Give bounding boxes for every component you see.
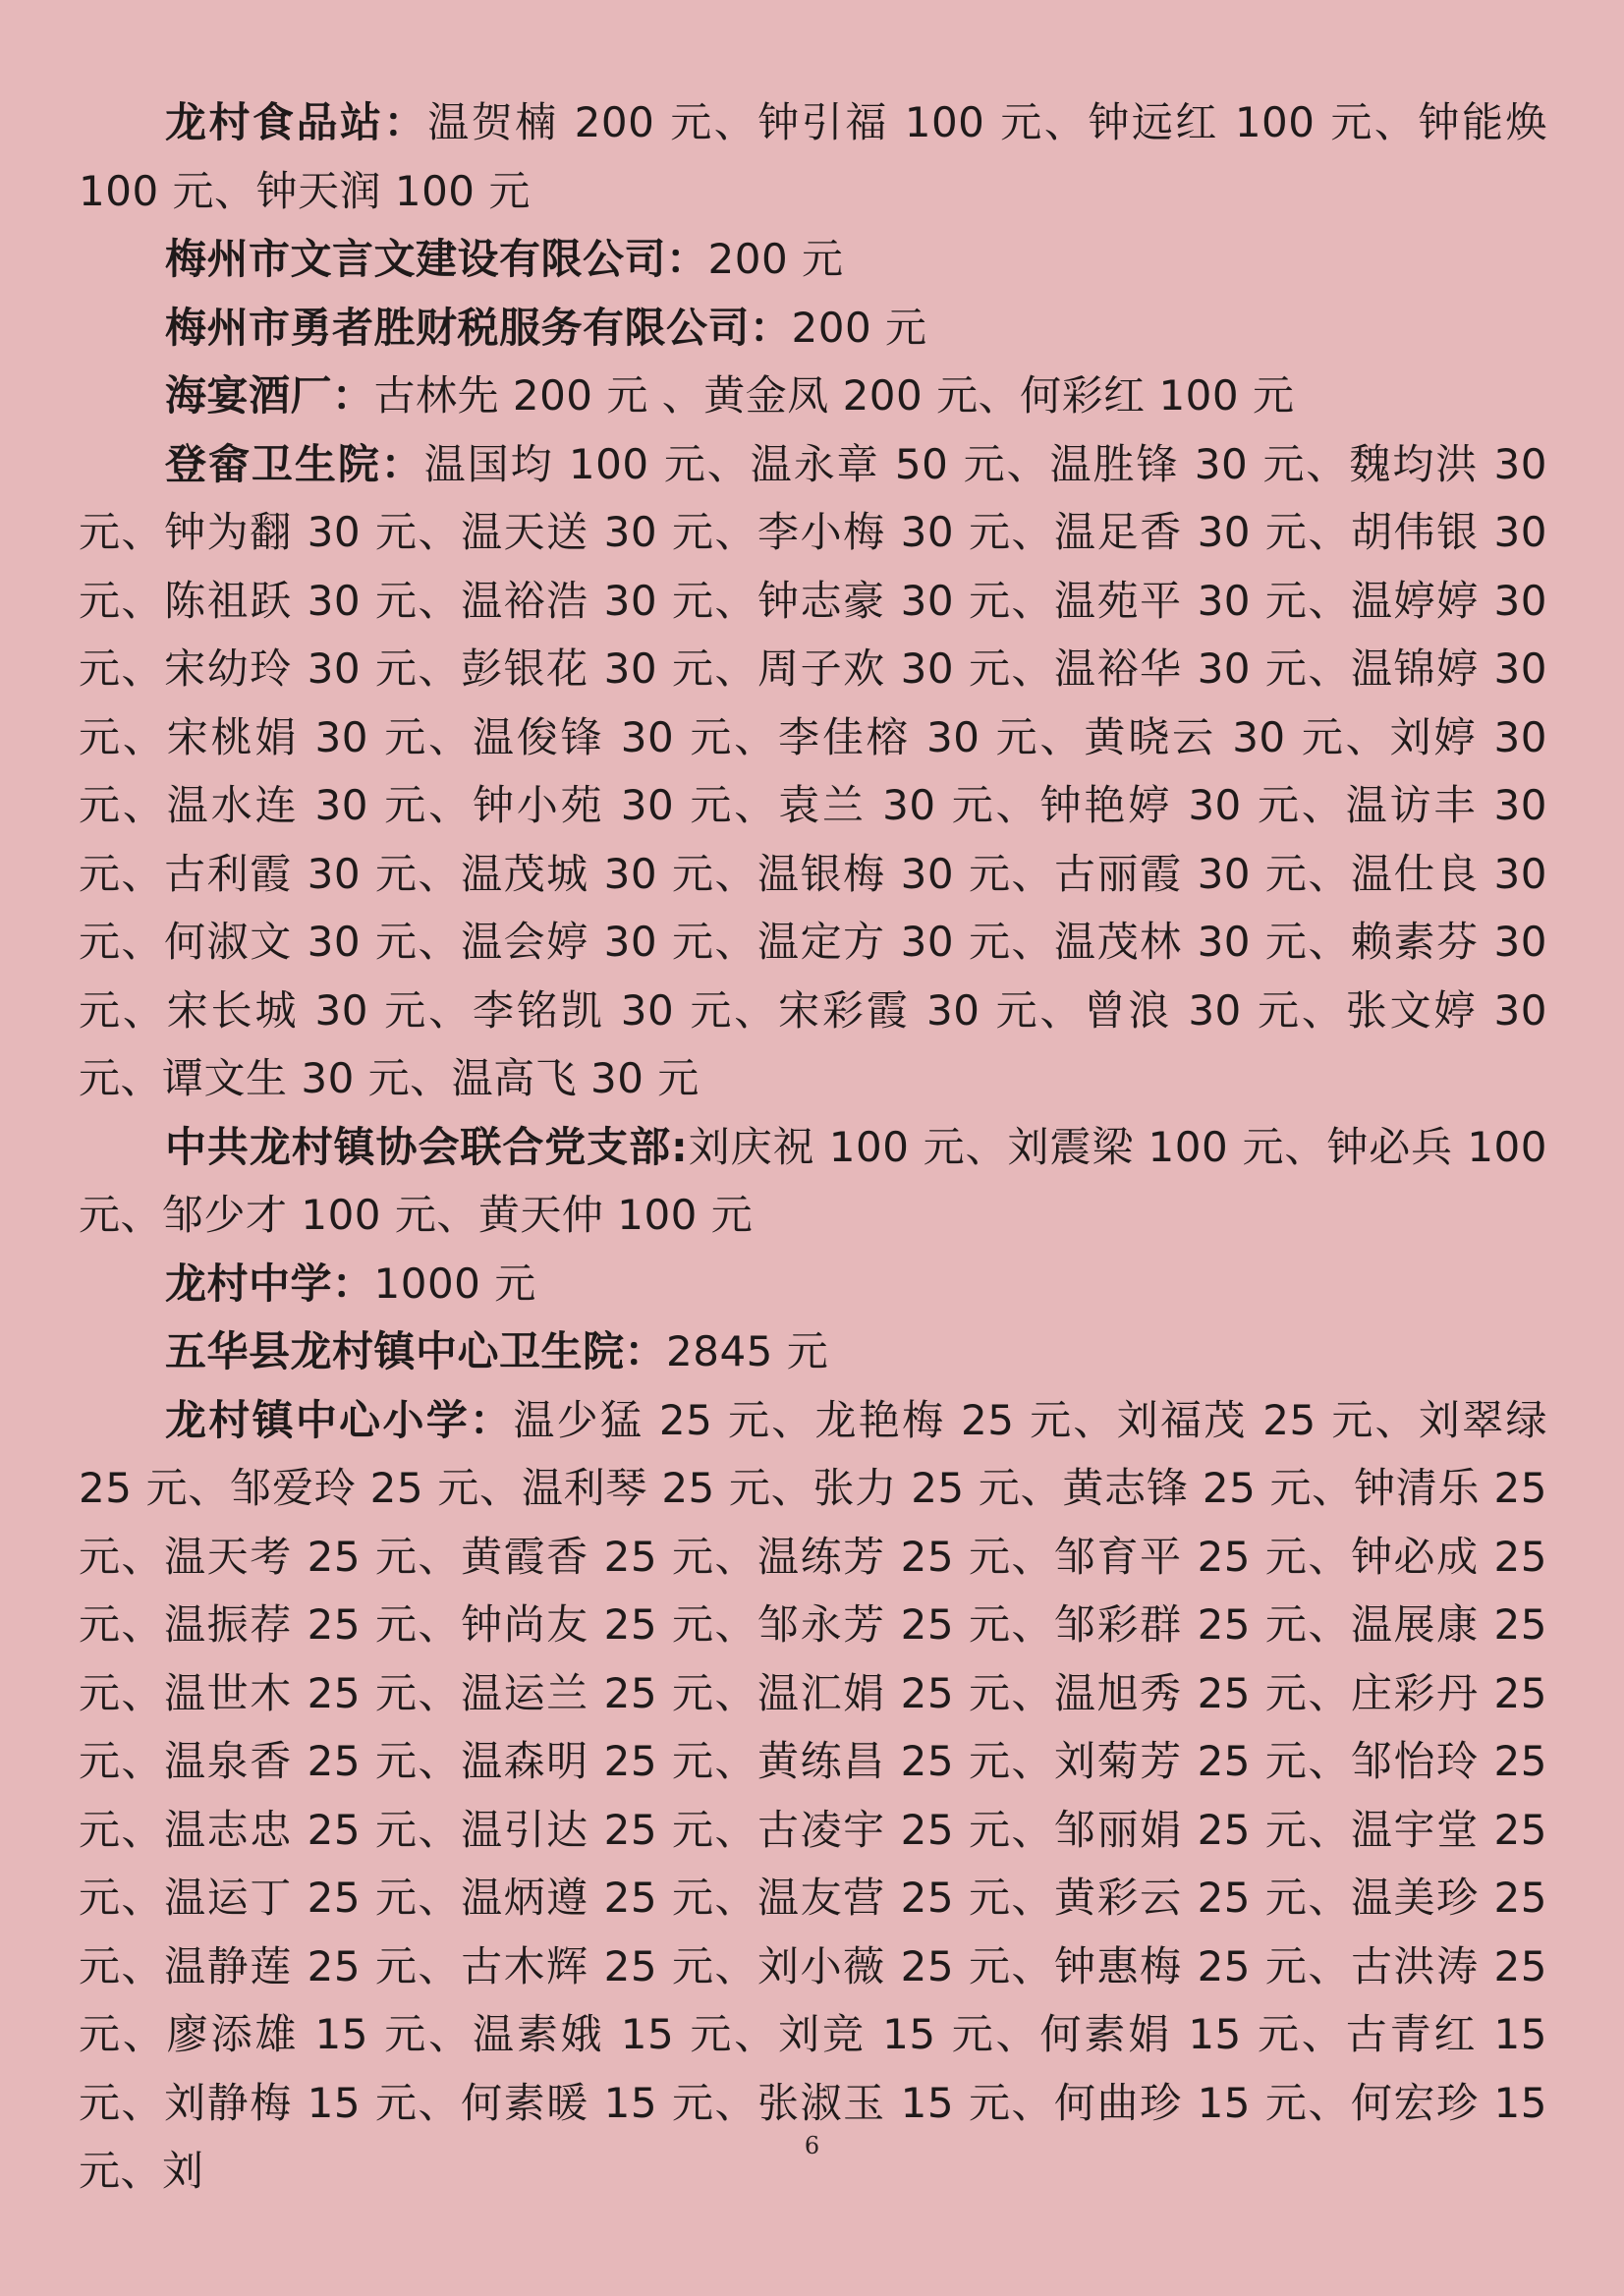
- donation-entry: [79, 294, 1547, 363]
- donation-list: [79, 88, 1547, 2206]
- page-number: 6: [804, 2132, 820, 2159]
- donation-entry: [79, 1113, 1547, 1250]
- donor-list: 200 元: [707, 235, 844, 283]
- donation-entry: [79, 1250, 1547, 1318]
- donation-entry: [79, 1386, 1547, 2206]
- donation-entry: [79, 225, 1547, 294]
- donor-list: 刘庆祝 100 元、刘震梁 100 元、钟必兵 100 元、邹少才 100 元、黄天仲 100 元: [79, 1122, 1548, 1239]
- organization-name: 登畲卫生院：: [165, 439, 424, 488]
- donor-list: 2845 元: [666, 1327, 829, 1375]
- donor-list: 1000 元: [373, 1259, 536, 1308]
- donor-list: 古林先 200 元 、黄金凤 200 元、何彩红 100 元: [373, 371, 1295, 420]
- organization-name: 龙村中学：: [165, 1259, 374, 1308]
- donor-list: 温贺楠 200 元、钟引福 100 元、钟远红 100 元、钟能焕 100 元、钟天润 100 元: [79, 98, 1547, 215]
- donor-list: 温国均 100 元、温永章 50 元、温胜锋 30 元、魏均洪 30 元、钟为翻 30 元、温天送 30 元、李小梅 30 元、温足香 30 元、胡伟银 30 元、陈祖跃 30 元、温裕浩 30 元、钟志豪 30 元、温苑平 30 元、温婷婷 30 元、宋幼玲 30 元、彭银花 30 元、周子欢 30 元、温裕华 30 元、温锦婷 30 元、宋桃娟 30 元、温俊锋 30 元、李佳榕 30 元、黄晓云 30 元、刘婷 30 元、温水连 30 元、钟小苑 30 元、袁兰 30 元、钟艳婷 30 元、温访丰 30 元、古利霞 30 元、温茂城 30 元、温银梅 30 元、古丽霞 30 元、温仕良 30 元、何淑文 30 元、温会婷 30 元、温定方 30 元、温茂林 30 元、赖素芬 30 元、宋长城 30 元、李铭凯 30 元、宋彩霞 30 元、曾浪 30 元、张文婷 30 元、谭文生 30 元、温高飞 30 元: [79, 439, 1547, 1102]
- organization-name: 龙村镇中心小学：: [165, 1395, 514, 1444]
- organization-name: 五华县龙村镇中心卫生院：: [165, 1327, 667, 1375]
- donation-entry: [79, 430, 1547, 1113]
- donation-entry: [79, 88, 1547, 225]
- organization-name: 海宴酒厂：: [165, 371, 374, 420]
- organization-name: 梅州市勇者胜财税服务有限公司：: [165, 303, 792, 352]
- donor-list: 温少猛 25 元、龙艳梅 25 元、刘福茂 25 元、刘翠绿 25 元、邹爱玲 25 元、温利琴 25 元、张力 25 元、黄志锋 25 元、钟清乐 25 元、温天考 25 元、黄霞香 25 元、温练芳 25 元、邹育平 25 元、钟必成 25 元、温振荐 25 元、钟尚友 25 元、邹永芳 25 元、邹彩群 25 元、温展康 25 元、温世木 25 元、温运兰 25 元、温汇娟 25 元、温旭秀 25 元、庄彩丹 25 元、温泉香 25 元、温森明 25 元、黄练昌 25 元、刘菊芳 25 元、邹怡玲 25 元、温志忠 25 元、温引达 25 元、古凌宇 25 元、邹丽娟 25 元、温宇堂 25 元、温运丁 25 元、温炳遵 25 元、温友营 25 元、黄彩云 25 元、温美珍 25 元、温静莲 25 元、古木辉 25 元、刘小薇 25 元、钟惠梅 25 元、古洪涛 25 元、廖添雄 15 元、温素娥 15 元、刘竞 15 元、何素娟 15 元、古青红 15 元、刘静梅 15 元、何素暖 15 元、张淑玉 15 元、何曲珍 15 元、何宏珍 15 元、刘: [79, 1395, 1547, 2195]
- organization-name: 中共龙村镇协会联合党支部:: [165, 1122, 689, 1171]
- organization-name: 梅州市文言文建设有限公司：: [165, 235, 708, 283]
- donation-entry: [79, 1317, 1547, 1386]
- donation-entry: [79, 362, 1547, 430]
- donor-list: 200 元: [791, 303, 927, 352]
- organization-name: 龙村食品站：: [165, 98, 428, 146]
